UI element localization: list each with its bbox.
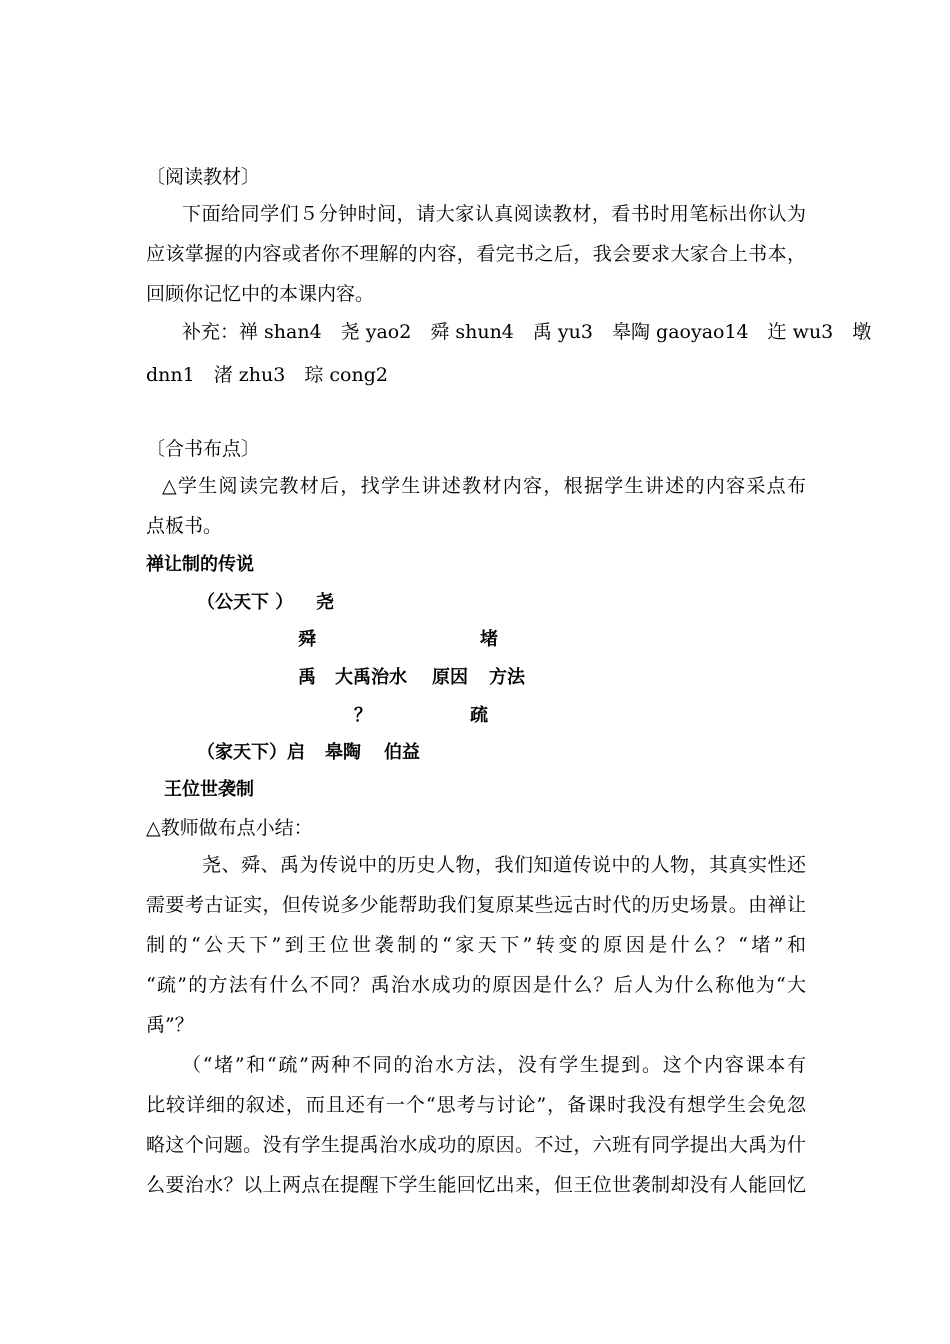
close-book-paragraph-line: 点板书。	[146, 515, 223, 537]
reflection-line: 么要治水？以上两点在提醒下学生能回忆出来，但王位世袭制却没有人能回忆	[146, 1174, 806, 1196]
reflection-line: 比较详细的叙述，而且还有一个“思考与讨论”，备课时我没有想学生会免忽	[146, 1094, 806, 1116]
summary-line: 禹”？	[146, 1014, 194, 1036]
board-question: ？	[354, 705, 372, 726]
board-yuanyin: 原因	[432, 667, 468, 688]
board-fangfa: 方法	[489, 667, 525, 688]
reading-heading: 〔阅读教材〕	[146, 166, 261, 188]
board-du: 堵	[480, 629, 498, 650]
board-wangwei-shixi: 王位世袭制	[164, 779, 254, 800]
board-gong-tianxia: （公天下 ）	[197, 592, 294, 613]
reflection-line: （“堵”和“疏”两种不同的治水方法，没有学生提到。这个内容课本有	[182, 1054, 806, 1076]
pronunciation-supplement: dnn1 渚 zhu3 琮 cong2	[146, 364, 388, 386]
board-yao: 尧	[316, 592, 334, 613]
summary-heading: △教师做布点小结：	[146, 817, 313, 839]
pronunciation-supplement: 补充：禅 shan4 尧 yao2 舜 shun4 禹 yu3 皋陶 gaoyao14 迕 wu3 墩	[182, 321, 872, 343]
summary-line: “疏”的方法有什么不同？禹治水成功的原因是什么？后人为什么称他为“大	[146, 974, 806, 996]
summary-line: 制的“公天下”到王位世袭制的“家天下”转变的原因是什么？“堵”和	[146, 934, 806, 956]
board-shu: 疏	[470, 705, 488, 726]
board-title: 禅让制的传说	[146, 554, 254, 575]
board-gaotao: 皋陶	[325, 742, 361, 763]
board-jia-tianxia: （家天下）启	[197, 742, 305, 763]
reading-paragraph-line: 下面给同学们５分钟时间，请大家认真阅读教材，看书时用笔标出你认为	[182, 203, 806, 225]
summary-line: 尧、舜、禹为传说中的历史人物，我们知道传说中的人物，其真实性还	[202, 854, 806, 876]
summary-line: 需要考古证实，但传说多少能帮助我们复原某些远古时代的历史场景。由禅让	[146, 894, 806, 916]
board-shun: 舜	[298, 629, 316, 650]
board-yu: 禹	[298, 667, 316, 688]
reading-paragraph-line: 回顾你记忆中的本课内容。	[146, 283, 375, 305]
close-book-paragraph-line: △学生阅读完教材后，找学生讲述教材内容，根据学生讲述的内容采点布	[162, 475, 806, 497]
close-book-heading: 〔合书布点〕	[146, 438, 261, 460]
board-dayu-zhishui: 大禹治水	[335, 667, 407, 688]
board-boyi: 伯益	[384, 742, 420, 763]
reflection-line: 略这个问题。没有学生提禹治水成功的原因。不过，六班有同学提出大禹为什	[146, 1134, 806, 1156]
reading-paragraph-line: 应该掌握的内容或者你不理解的内容，看完书之后，我会要求大家合上书本，	[146, 243, 806, 265]
